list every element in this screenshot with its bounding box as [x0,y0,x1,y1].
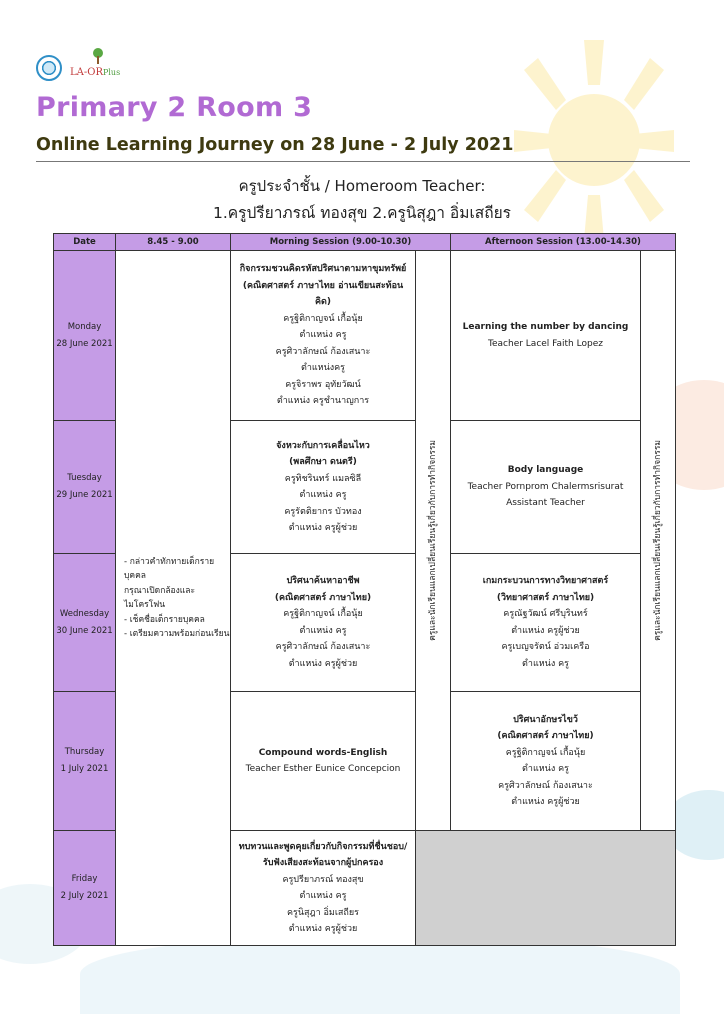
teacher-line: ตำแหน่ง ครู [299,625,347,636]
homeroom-teacher-names: 1.ครูปรียาภรณ์ ทองสุข 2.ครูนิสุฎา อิ่มเสถียร [212,204,511,222]
teacher-line: ตำแหน่ง ครูผู้ช่วย [288,658,358,669]
activity-title: (พลศึกษา ดนตรี) [289,457,357,467]
early-line: - กล่าวคำทักทายเด็กรายบุคคล [124,556,215,581]
day-date: 30 June 2021 [56,625,113,636]
day-cell [54,251,116,421]
teacher-line: ตำแหน่ง ครู [522,764,569,774]
teacher-line: Teacher Esther Eunice Concepcion [245,764,401,774]
teacher-line: ตำแหน่ง ครูชำนาญการ [276,396,370,407]
activity-title: ทบทวนและพูดคุยเกี่ยวกับกิจกรรมที่ชื่นชอบ/ [238,841,408,852]
activity-title: จังหวะกับการเคลื่อนไหว [276,440,370,451]
morning-activity-cell [231,251,416,421]
activity-title: Body language [507,465,584,476]
activity-title: Compound words-English [258,747,388,758]
teacher-line: ครูนิสุฎา อิ่มเสถียร [287,907,359,918]
afternoon-activity-cell [451,692,641,831]
activity-title: (คณิตศาสตร์ ภาษาไทย อ่านเขียนสะท้อนคิด) [242,280,404,308]
teacher-line: ตำแหน่ง ครูผู้ช่วย [511,625,580,636]
homeroom-teacher-label: ครูประจำชั้น / Homeroom Teacher: [238,177,486,195]
teacher-line: ตำแหน่ง ครูผู้ช่วย [288,924,358,934]
teacher-line: ครูเบญจรัตน์ อ่วมเครือ [501,642,590,652]
logo-text-plus: Plus [102,67,121,77]
early-line: - เตรียมความพร้อมก่อนเรียน [124,629,230,639]
afternoon-activity-cell [451,421,641,554]
day-date: 2 July 2021 [60,891,109,901]
afternoon-reflection-text: ครูและนักเรียนแลกเปลี่ยนเรียนรู้เกี่ยวกับการทำกิจกรรม [652,440,663,641]
teacher-line: ครูฐิติกาญจน์ เกื้อนุ้ย [283,313,363,324]
teacher-line: ครูศิวาลักษณ์ ก้องเสนาะ [498,780,593,791]
header-morning: Morning Session (9.00-10.30) [231,234,451,251]
schedule-table [53,233,676,946]
teacher-line: ครูปรียาภรณ์ ทองสุข [282,874,364,885]
early-line: - เช็คชื่อเด็กรายบุคคล [124,614,205,625]
page-title: Primary 2 Room 3 [36,92,313,123]
day-name: Wednesday [59,608,110,619]
table-row [54,251,676,421]
teacher-line: ครูศิวาลักษณ์ ก้องเสนาะ [275,346,371,357]
day-cell [54,831,116,946]
day-name: Monday [67,321,102,332]
teacher-line: ครูจิราพร อุทัยวัฒน์ [285,379,361,390]
teacher-line: ครูฐิติกาญจน์ เกื้อนุ้ย [283,609,363,619]
day-date: 29 June 2021 [56,490,113,500]
teacher-line: ตำแหน่ง ครูผู้ช่วย [511,797,580,807]
day-cell [54,554,116,692]
afternoon-activity-cell [451,554,641,692]
header-date: Date [54,234,116,251]
table-header-row [54,234,676,251]
morning-activity-cell [231,831,416,946]
activity-title: รับฟังเสียงสะท้อนจากผู้ปกครอง [262,858,384,868]
activity-title: ปริศนาอักษรไขว้ [513,714,578,725]
logo-group [36,55,120,81]
activity-title: (วิทยาศาสตร์ ภาษาไทย) [496,592,595,603]
teacher-line: ตำแหน่ง ครู [299,891,347,901]
la-or-plus-logo [70,59,120,78]
early-line: กรุณาเปิดกล้องและไมโครโฟน [124,585,196,610]
logo-text-main: LA-OR [70,66,103,78]
morning-activity-cell [231,692,416,831]
activity-title: กิจกรรมชวนคิดรหัสปริศนาตามหาขุมทรัพย์ [239,264,407,275]
day-name: Friday [71,874,98,884]
activity-title: เกมกระบวนการทางวิทยาศาสตร์ [482,576,609,586]
school-seal-logo [36,55,62,81]
teacher-line: ครูณัฐวัฒน์ ศรีบุรินทร์ [503,609,588,619]
early-activity-cell [116,251,231,946]
morning-activity-cell [231,554,416,692]
teacher-line: ตำแหน่ง ครูผู้ช่วย [288,523,358,533]
teacher-line: Teacher Pornprom Chalermsrisurat [467,481,624,492]
header-early: 8.45 - 9.00 [116,234,231,251]
afternoon-activity-cell [451,251,641,421]
activity-title: (คณิตศาสตร์ ภาษาไทย) [497,731,594,741]
header-afternoon: Afternoon Session (13.00-14.30) [451,234,676,251]
teacher-line: ตำแหน่ง ครู [299,490,347,500]
day-date: 1 July 2021 [60,764,109,774]
cloud-band-decoration [80,934,680,1014]
teacher-line: ครูศิวาลักษณ์ ก้องเสนาะ [275,642,371,652]
page-subtitle: Online Learning Journey on 28 June - 2 July 2021 [36,135,514,155]
teacher-line: ครูฐิติกาญจน์ เกื้อนุ้ย [505,747,586,758]
day-name: Tuesday [67,473,102,483]
activity-title: ปริศนาค้นหาอาชีพ [286,576,360,586]
teacher-line: ครูรัตติยากร บัวทอง [284,506,362,517]
empty-afternoon-cell [416,831,676,946]
tree-icon [90,47,106,65]
afternoon-reflection-cell [641,251,676,831]
teacher-line: ตำแหน่ง ครู [522,658,569,669]
day-cell [54,421,116,554]
morning-activity-cell [231,421,416,554]
morning-reflection-cell [416,251,451,831]
teacher-line: ตำแหน่ง ครู [299,330,347,341]
teacher-line: ตำแหน่งครู [300,363,346,374]
day-date: 28 June 2021 [56,338,113,349]
morning-reflection-text: ครูและนักเรียนแลกเปลี่ยนเรียนรู้เกี่ยวกับการทำกิจกรรม [427,440,438,641]
activity-title: (คณิตศาสตร์ ภาษาไทย) [274,592,372,603]
day-cell [54,692,116,831]
teacher-line: Assistant Teacher [506,498,585,509]
teacher-line: Teacher Lacel Faith Lopez [488,338,603,349]
divider [36,161,690,162]
teacher-line: ครูทิชรินทร์ แมลซิลี [284,473,362,484]
day-name: Thursday [64,747,105,757]
activity-title: Learning the number by dancing [462,322,629,332]
